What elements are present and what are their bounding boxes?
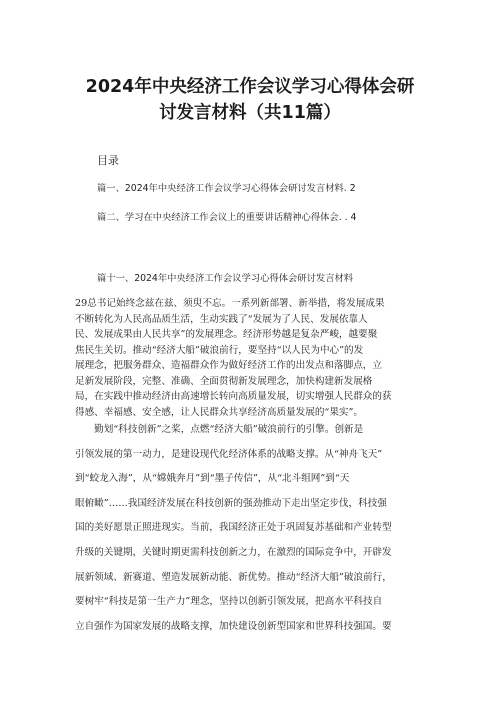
body-paragraph-1	[75, 296, 425, 420]
paragraph-line: 国的美好愿景正照进现实。当前，我国经济正处于巩固复苏基础和产业转型	[75, 522, 392, 534]
paragraph-line: 展新领域、新赛道、塑造发展新动能、新优势。推动“经济大船”破浪前行，	[75, 571, 392, 583]
section-heading: 篇十一、2024年中央经济工作会议学习心得体会研讨发言材料	[97, 273, 354, 284]
title-line-2: 讨发言材料（共11篇）	[159, 103, 341, 123]
paragraph-line: 要树牢“科技是第一生产力”理念，坚持以创新引领发展，把高水平科技自	[75, 596, 383, 608]
paragraph-line: 眼俯瞰”……我国经济发展在科技创新的强劲推动下走出坚定步伐，科技强	[75, 497, 387, 509]
paragraph-line: 足新发展阶段，完整、准确、全面贯彻新发展理念，加快构建新发展格	[75, 375, 373, 387]
body-paragraph-2	[75, 418, 425, 639]
paragraph-line: 焦民生关切。推动“经济大船”破浪前行，要坚持“以人民为中心”的发	[75, 344, 364, 356]
toc-heading: 目录	[97, 154, 119, 167]
paragraph-line: 到“蛟龙入海”，从“嫦娥奔月”到“墨子传信”，从“北斗组网”到“天	[75, 473, 350, 485]
paragraph-line: 得感、幸福感、安全感，让人民群众共享经济高质量发展的“果实”。	[75, 406, 364, 418]
paragraph-line: 民、发展成果由人民共享”的发展理念。经济形势越是复杂严峻，越要聚	[75, 329, 378, 340]
toc-item-2[interactable]: 篇二、学习在中央经济工作会议上的重要讲话精神心得体会. . 4	[97, 212, 357, 223]
paragraph-line: 局，在实践中推动经济由高速增长转向高质量发展，切实增强人民群众的获	[75, 391, 392, 402]
paragraph-line: 升级的关键期，关键时期更需科技创新之力，在激烈的国际竞争中，开辟发	[75, 546, 392, 558]
paragraph-line: 展理念，把服务群众、造福群众作为做好经济工作的出发点和落脚点，立	[75, 360, 382, 371]
paragraph-line: 29总书记始终念兹在兹、须臾不忘。一系列新部署、新举措，将发展成果	[75, 298, 385, 309]
title-line-1: 2024年中央经济工作会议学习心得体会研	[85, 77, 415, 97]
paragraph-line: 不断转化为人民高品质生活，生动实践了“发展为了人民、发展依靠人	[75, 313, 368, 325]
document-title	[70, 74, 430, 126]
paragraph-line: 引领发展的第一动力，是建设现代化经济体系的战略支撑。从“神舟飞天”	[75, 448, 383, 460]
toc-item-1[interactable]: 篇一、2024年中央经济工作会议学习心得体会研讨发言材料. 2	[97, 183, 356, 194]
paragraph-line: 勤划“科技创新”之桨，点燃“经济大船”破浪前行的引擎。创新是	[75, 424, 364, 435]
paragraph-line: 立自强作为国家发展的战略支撑，加快建设创新型国家和世界科技强国。要	[75, 620, 392, 632]
